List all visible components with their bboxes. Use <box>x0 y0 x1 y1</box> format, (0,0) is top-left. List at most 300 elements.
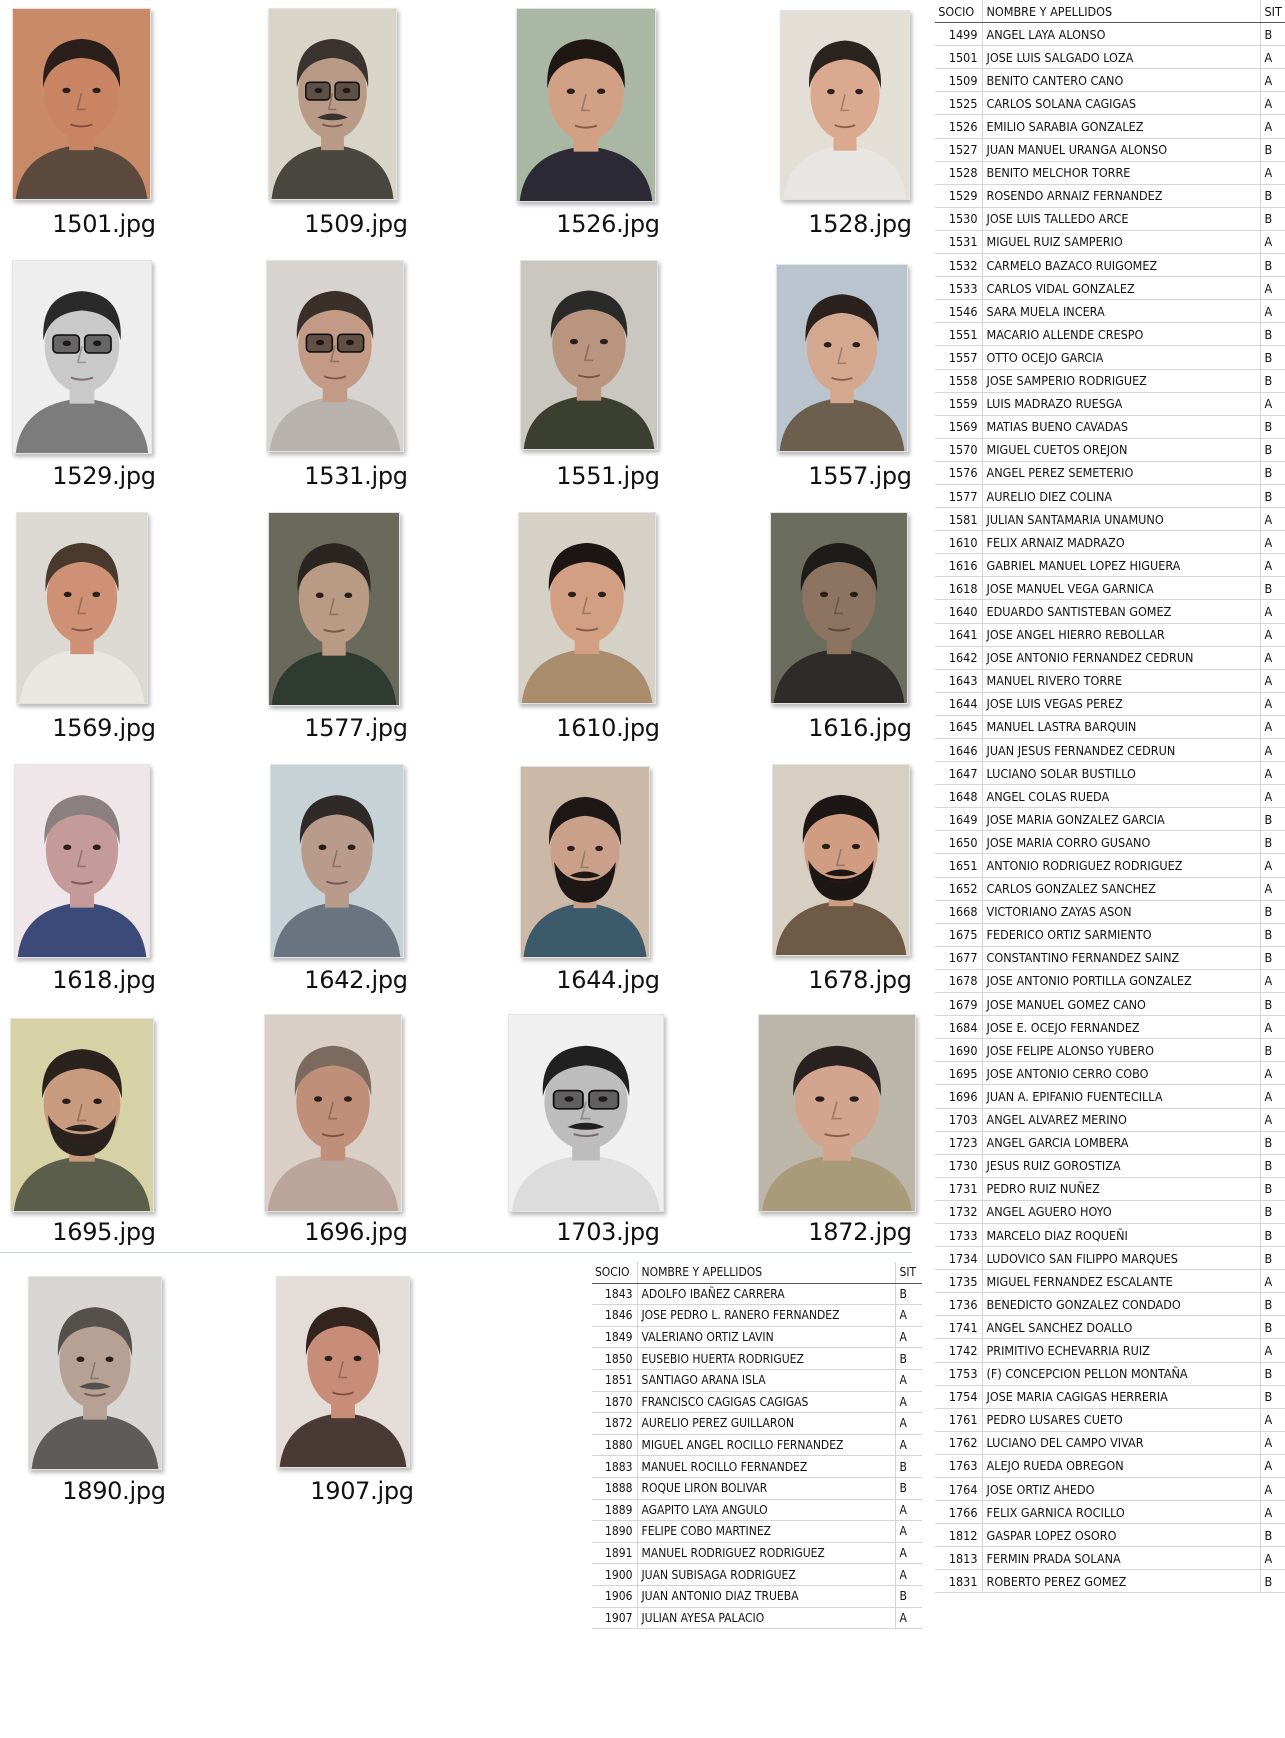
table-row <box>935 1316 1285 1339</box>
situation-code: A <box>1260 1270 1285 1293</box>
member-name: ANGEL AGUERO HOYO <box>982 1200 1260 1223</box>
table-row <box>592 1434 922 1456</box>
situation-code: B <box>1260 23 1285 46</box>
photo-thumbnail[interactable] <box>268 512 400 706</box>
file-name-label: 1703.jpg <box>556 1218 660 1246</box>
table-row <box>935 669 1285 692</box>
photo-thumbnail[interactable] <box>28 1276 162 1470</box>
situation-code: B <box>1260 484 1285 507</box>
member-name: AGAPITO LAYA ANGULO <box>637 1499 895 1521</box>
socio-number: 1684 <box>935 1016 982 1039</box>
situation-code: A <box>1260 300 1285 323</box>
socio-number: 1616 <box>935 554 982 577</box>
member-name: JOSE ANTONIO PORTILLA GONZALEZ <box>982 969 1260 992</box>
socio-number: 1812 <box>935 1524 982 1547</box>
situation-code: B <box>1260 923 1285 946</box>
situation-code: A <box>1260 1339 1285 1362</box>
socio-number: 1764 <box>935 1478 982 1501</box>
situation-code: B <box>1260 1293 1285 1316</box>
photo-thumbnail[interactable] <box>776 264 908 452</box>
situation-code: B <box>1260 1223 1285 1246</box>
situation-code: B <box>895 1585 922 1607</box>
table-row <box>592 1305 922 1327</box>
table-row <box>935 23 1285 46</box>
situation-code: A <box>1260 1016 1285 1039</box>
eye-right <box>93 845 101 850</box>
table-row <box>935 1293 1285 1316</box>
table-row <box>935 508 1285 531</box>
socio-number: 1761 <box>935 1408 982 1431</box>
member-name: JOSE ANTONIO CERRO COBO <box>982 1062 1260 1085</box>
table-header-row <box>935 0 1285 23</box>
situation-code: A <box>1260 623 1285 646</box>
file-name-label: 1509.jpg <box>304 210 408 238</box>
table-row <box>935 1501 1285 1524</box>
socio-number: 1679 <box>935 993 982 1016</box>
file-name-label: 1501.jpg <box>52 210 156 238</box>
eye-left <box>827 89 835 94</box>
situation-code: B <box>895 1348 922 1370</box>
member-name: JUAN MANUEL URANGA ALONSO <box>982 138 1260 161</box>
socio-number: 1643 <box>935 669 982 692</box>
glasses-lens-right <box>85 335 111 353</box>
member-name: ROBERTO PEREZ GOMEZ <box>982 1570 1260 1593</box>
socio-number: 1531 <box>935 230 982 253</box>
socio-number: 1501 <box>935 46 982 69</box>
members-table-second <box>592 1262 922 1629</box>
photo-thumbnail[interactable] <box>520 260 658 450</box>
socio-number: 1645 <box>935 715 982 738</box>
member-name: MIGUEL FERNANDEZ ESCALANTE <box>982 1270 1260 1293</box>
situation-code: A <box>1260 600 1285 623</box>
photo-thumbnail[interactable] <box>12 8 151 200</box>
eye-right <box>595 846 603 851</box>
member-name: LUIS MADRAZO RUESGA <box>982 392 1260 415</box>
table-row <box>592 1521 922 1543</box>
socio-number: 1870 <box>592 1391 637 1413</box>
table-row <box>935 877 1285 900</box>
table-row <box>935 854 1285 877</box>
socio-number: 1551 <box>935 323 982 346</box>
situation-code: A <box>1260 230 1285 253</box>
member-name: JOSE FELIPE ALONSO YUBERO <box>982 1039 1260 1062</box>
table-row <box>592 1391 922 1413</box>
eye-left <box>568 592 576 597</box>
file-name-label: 1557.jpg <box>808 462 912 490</box>
eye-left <box>314 1096 322 1102</box>
member-name: SANTIAGO ARANA ISLA <box>637 1369 895 1391</box>
situation-code: A <box>1260 277 1285 300</box>
socio-number: 1525 <box>935 92 982 115</box>
situation-code: B <box>1260 1247 1285 1270</box>
eye-left <box>316 593 324 598</box>
situation-code: B <box>1260 1154 1285 1177</box>
socio-number: 1558 <box>935 369 982 392</box>
socio-number: 1695 <box>935 1062 982 1085</box>
socio-number: 1849 <box>592 1326 637 1348</box>
eye-left <box>64 592 72 597</box>
situation-code: A <box>895 1542 922 1564</box>
photo-thumbnail[interactable] <box>264 1014 402 1212</box>
eye-right <box>598 592 606 597</box>
situation-code: B <box>1260 900 1285 923</box>
socio-number: 1668 <box>935 900 982 923</box>
member-name: FRANCISCO CAGIGAS CAGIGAS <box>637 1391 895 1413</box>
situation-code: A <box>1260 715 1285 738</box>
table-row <box>935 946 1285 969</box>
member-name: JOSE MARIA CORRO GUSANO <box>982 831 1260 854</box>
member-name: EUSEBIO HUERTA RODRIGUEZ <box>637 1348 895 1370</box>
table-row <box>592 1369 922 1391</box>
table-row <box>592 1348 922 1370</box>
member-name: FELIPE COBO MARTINEZ <box>637 1521 895 1543</box>
member-name: JOSE MARIA CAGIGAS HERRERIA <box>982 1385 1260 1408</box>
situation-code: A <box>895 1413 922 1435</box>
file-name-label: 1577.jpg <box>304 714 408 742</box>
table-row <box>935 900 1285 923</box>
situation-code: A <box>1260 646 1285 669</box>
eye-left <box>62 88 70 93</box>
socio-number: 1703 <box>935 1108 982 1131</box>
photo-thumbnail[interactable] <box>780 10 910 200</box>
table-row <box>935 392 1285 415</box>
socio-number: 1649 <box>935 808 982 831</box>
situation-code: A <box>895 1521 922 1543</box>
situation-code: A <box>1260 669 1285 692</box>
member-name: ANGEL ALVAREZ MERINO <box>982 1108 1260 1131</box>
socio-number: 1906 <box>592 1585 637 1607</box>
socio-number: 1762 <box>935 1431 982 1454</box>
member-name: GABRIEL MANUEL LOPEZ HIGUERA <box>982 554 1260 577</box>
photo-thumbnail[interactable] <box>10 1018 154 1212</box>
socio-number: 1872 <box>592 1413 637 1435</box>
socio-number: 1734 <box>935 1247 982 1270</box>
socio-number: 1557 <box>935 346 982 369</box>
header-socio: SOCIO <box>935 0 982 23</box>
table-row <box>935 1177 1285 1200</box>
table-row <box>935 646 1285 669</box>
table-row <box>592 1477 922 1499</box>
situation-code: A <box>1260 1478 1285 1501</box>
socio-number: 1675 <box>935 923 982 946</box>
situation-code: A <box>895 1391 922 1413</box>
table-row <box>935 438 1285 461</box>
table-row <box>935 138 1285 161</box>
member-name: ANGEL SANCHEZ DOALLO <box>982 1316 1260 1339</box>
socio-number: 1533 <box>935 277 982 300</box>
situation-code: A <box>1260 161 1285 184</box>
table-row <box>935 461 1285 484</box>
member-name: ROQUE LIRON BOLIVAR <box>637 1477 895 1499</box>
situation-code: A <box>1260 1547 1285 1570</box>
socio-number: 1907 <box>592 1607 637 1629</box>
socio-number: 1735 <box>935 1270 982 1293</box>
member-name: LUDOVICO SAN FILIPPO MARQUES <box>982 1247 1260 1270</box>
member-name: JOSE SAMPERIO RODRIGUEZ <box>982 369 1260 392</box>
glasses-lens-right <box>589 1091 618 1109</box>
table-row <box>935 785 1285 808</box>
situation-code: A <box>1260 392 1285 415</box>
socio-number: 1509 <box>935 69 982 92</box>
table-row <box>935 739 1285 762</box>
table-row <box>935 692 1285 715</box>
member-name: FEDERICO ORTIZ SARMIENTO <box>982 923 1260 946</box>
socio-number: 1763 <box>935 1454 982 1477</box>
member-name: CARLOS GONZALEZ SANCHEZ <box>982 877 1260 900</box>
member-name: ANGEL COLAS RUEDA <box>982 785 1260 808</box>
member-name: (F) CONCEPCION PELLON MONTAÑA <box>982 1362 1260 1385</box>
table-row <box>935 46 1285 69</box>
situation-code: B <box>1260 1362 1285 1385</box>
situation-code: B <box>1260 461 1285 484</box>
eye-right <box>354 1356 362 1361</box>
socio-number: 1647 <box>935 762 982 785</box>
socio-number: 1851 <box>592 1369 637 1391</box>
file-name-label: 1872.jpg <box>808 1218 912 1246</box>
socio-number: 1732 <box>935 1200 982 1223</box>
table-row <box>935 1200 1285 1223</box>
situation-code: B <box>1260 1316 1285 1339</box>
eye-right <box>344 593 352 598</box>
situation-code: A <box>895 1434 922 1456</box>
situation-code: B <box>1260 993 1285 1016</box>
eye-right <box>92 592 100 597</box>
member-name: JOSE ORTIZ AHEDO <box>982 1478 1260 1501</box>
socio-number: 1530 <box>935 207 982 230</box>
member-name: JOSE MANUEL VEGA GARNICA <box>982 577 1260 600</box>
table-row <box>592 1283 922 1305</box>
table-row <box>935 1108 1285 1131</box>
member-name: ALEJO RUEDA OBREGON <box>982 1454 1260 1477</box>
photo-thumbnail[interactable] <box>770 512 908 704</box>
member-name: JUAN ANTONIO DIAZ TRUEBA <box>637 1585 895 1607</box>
situation-code: A <box>1260 785 1285 808</box>
table-row <box>935 323 1285 346</box>
member-name: JOSE PEDRO L. RANERO FERNANDEZ <box>637 1305 895 1327</box>
situation-code: A <box>895 1607 922 1629</box>
situation-code: B <box>1260 207 1285 230</box>
situation-code: A <box>895 1369 922 1391</box>
socio-number: 1889 <box>592 1499 637 1521</box>
situation-code: A <box>1260 739 1285 762</box>
file-name-label: 1526.jpg <box>556 210 660 238</box>
file-name-label: 1644.jpg <box>556 966 660 994</box>
socio-number: 1652 <box>935 877 982 900</box>
member-name: JOSE LUIS VEGAS PEREZ <box>982 692 1260 715</box>
situation-code: A <box>1260 92 1285 115</box>
member-name: CARLOS SOLANA CAGIGAS <box>982 92 1260 115</box>
table-row <box>935 1408 1285 1431</box>
table-row <box>935 230 1285 253</box>
file-name-label: 1642.jpg <box>304 966 408 994</box>
situation-code: B <box>1260 577 1285 600</box>
table-row <box>935 1454 1285 1477</box>
situation-code: B <box>895 1283 922 1305</box>
eye-left <box>567 89 575 94</box>
photo-thumbnail[interactable] <box>518 512 656 704</box>
photo-thumbnail[interactable] <box>508 1014 664 1212</box>
table-row <box>935 369 1285 392</box>
socio-number: 1850 <box>592 1348 637 1370</box>
header-nombre: NOMBRE Y APELLIDOS <box>637 1262 895 1283</box>
eye-left <box>820 592 828 597</box>
photo-thumbnail[interactable] <box>12 260 152 454</box>
member-name: MIGUEL RUIZ SAMPERIO <box>982 230 1260 253</box>
eye-right <box>348 845 356 850</box>
table-row <box>935 1062 1285 1085</box>
member-name: FELIX GARNICA ROCILLO <box>982 1501 1260 1524</box>
photo-thumbnail[interactable] <box>758 1014 916 1212</box>
eye-right <box>852 342 860 347</box>
table-row <box>935 1547 1285 1570</box>
member-name: ADOLFO IBAÑEZ CARRERA <box>637 1283 895 1305</box>
file-name-label: 1569.jpg <box>52 714 156 742</box>
photo-thumbnail[interactable] <box>772 764 910 956</box>
photo-thumbnail[interactable] <box>16 512 148 704</box>
table-row <box>935 554 1285 577</box>
photo-thumbnail[interactable] <box>268 8 397 200</box>
socio-number: 1846 <box>592 1305 637 1327</box>
member-name: JULIAN AYESA PALACIO <box>637 1607 895 1629</box>
socio-number: 1650 <box>935 831 982 854</box>
situation-code: B <box>895 1477 922 1499</box>
situation-code: B <box>1260 1570 1285 1593</box>
situation-code: A <box>1260 854 1285 877</box>
table-row <box>935 161 1285 184</box>
glasses-lens-left <box>306 334 332 352</box>
socio-number: 1646 <box>935 739 982 762</box>
table-row <box>935 69 1285 92</box>
eye-right <box>855 89 863 94</box>
situation-code: B <box>1260 808 1285 831</box>
member-name: ANGEL PEREZ SEMETERIO <box>982 461 1260 484</box>
member-name: JOSE E. OCEJO FERNANDEZ <box>982 1016 1260 1039</box>
table-row <box>935 715 1285 738</box>
socio-number: 1642 <box>935 646 982 669</box>
member-name: FELIX ARNAIZ MADRAZO <box>982 531 1260 554</box>
situation-code: A <box>1260 969 1285 992</box>
section-divider <box>0 1252 912 1253</box>
situation-code: A <box>1260 46 1285 69</box>
situation-code: A <box>1260 762 1285 785</box>
eye-right <box>852 844 860 849</box>
situation-code: B <box>1260 1385 1285 1408</box>
table-row <box>935 1085 1285 1108</box>
member-name: JOSE LUIS TALLEDO ARCE <box>982 207 1260 230</box>
photo-thumbnail[interactable] <box>516 8 656 202</box>
table-row <box>935 184 1285 207</box>
member-name: PRIMITIVO ECHEVARRIA RUIZ <box>982 1339 1260 1362</box>
member-name: MIGUEL CUETOS OREJON <box>982 438 1260 461</box>
glasses-lens-left <box>53 335 79 353</box>
situation-code: A <box>895 1326 922 1348</box>
socio-number: 1900 <box>592 1564 637 1586</box>
table-row <box>935 1016 1285 1039</box>
situation-code: A <box>1260 692 1285 715</box>
member-name: JOSE ANGEL HIERRO REBOLLAR <box>982 623 1260 646</box>
socio-number: 1813 <box>935 1547 982 1570</box>
table-row <box>592 1326 922 1348</box>
situation-code: A <box>1260 554 1285 577</box>
situation-code: B <box>1260 1131 1285 1154</box>
socio-number: 1618 <box>935 577 982 600</box>
situation-code: B <box>1260 831 1285 854</box>
situation-code: B <box>1260 138 1285 161</box>
member-name: JULIAN SANTAMARIA UNAMUNO <box>982 508 1260 531</box>
member-name: MANUEL RODRIGUEZ RODRIGUEZ <box>637 1542 895 1564</box>
table-row <box>935 484 1285 507</box>
socio-number: 1677 <box>935 946 982 969</box>
file-name-label: 1616.jpg <box>808 714 912 742</box>
eye-left <box>815 1096 824 1102</box>
socio-number: 1883 <box>592 1456 637 1478</box>
situation-code: B <box>1260 323 1285 346</box>
member-name: MATIAS BUENO CAVADAS <box>982 415 1260 438</box>
situation-code: A <box>1260 1454 1285 1477</box>
photo-thumbnail[interactable] <box>520 766 650 958</box>
members-table-main <box>935 0 1285 1593</box>
table-row <box>592 1607 922 1629</box>
socio-number: 1529 <box>935 184 982 207</box>
socio-number: 1577 <box>935 484 982 507</box>
member-name: JUAN JESUS FERNANDEZ CEDRUN <box>982 739 1260 762</box>
socio-number: 1569 <box>935 415 982 438</box>
situation-code: B <box>1260 1177 1285 1200</box>
member-name: MARCELO DIAZ ROQUEÑI <box>982 1223 1260 1246</box>
situation-code: B <box>1260 415 1285 438</box>
situation-code: A <box>1260 1431 1285 1454</box>
socio-number: 1651 <box>935 854 982 877</box>
eye-right <box>850 592 858 597</box>
situation-code: B <box>895 1456 922 1478</box>
situation-code: B <box>1260 438 1285 461</box>
situation-code: B <box>1260 184 1285 207</box>
table-row <box>935 1385 1285 1408</box>
table-row <box>935 1131 1285 1154</box>
socio-number: 1888 <box>592 1477 637 1499</box>
socio-number: 1526 <box>935 115 982 138</box>
eye-left <box>567 846 575 851</box>
member-name: EDUARDO SANTISTEBAN GOMEZ <box>982 600 1260 623</box>
socio-number: 1546 <box>935 300 982 323</box>
photo-thumbnail[interactable] <box>270 764 404 958</box>
table-row <box>935 1223 1285 1246</box>
socio-number: 1766 <box>935 1501 982 1524</box>
eye-left <box>822 844 830 849</box>
socio-number: 1559 <box>935 392 982 415</box>
socio-number: 1731 <box>935 1177 982 1200</box>
file-name-label: 1528.jpg <box>808 210 912 238</box>
situation-code: A <box>1260 1062 1285 1085</box>
member-name: EMILIO SARABIA GONZALEZ <box>982 115 1260 138</box>
table-row <box>935 831 1285 854</box>
member-name: BENEDICTO GONZALEZ CONDADO <box>982 1293 1260 1316</box>
member-name: ROSENDO ARNAIZ FERNANDEZ <box>982 184 1260 207</box>
photo-thumbnail[interactable] <box>14 764 150 958</box>
photo-thumbnail[interactable] <box>276 1276 410 1468</box>
situation-code: A <box>1260 508 1285 531</box>
photo-thumbnail[interactable] <box>266 260 404 452</box>
socio-number: 1843 <box>592 1283 637 1305</box>
table-row <box>935 1339 1285 1362</box>
glasses-lens-left <box>306 82 330 100</box>
situation-code: B <box>1260 369 1285 392</box>
eye-left <box>319 845 327 850</box>
member-name: OTTO OCEJO GARCIA <box>982 346 1260 369</box>
member-name: VICTORIANO ZAYAS ASON <box>982 900 1260 923</box>
socio-number: 1678 <box>935 969 982 992</box>
table-row <box>592 1585 922 1607</box>
